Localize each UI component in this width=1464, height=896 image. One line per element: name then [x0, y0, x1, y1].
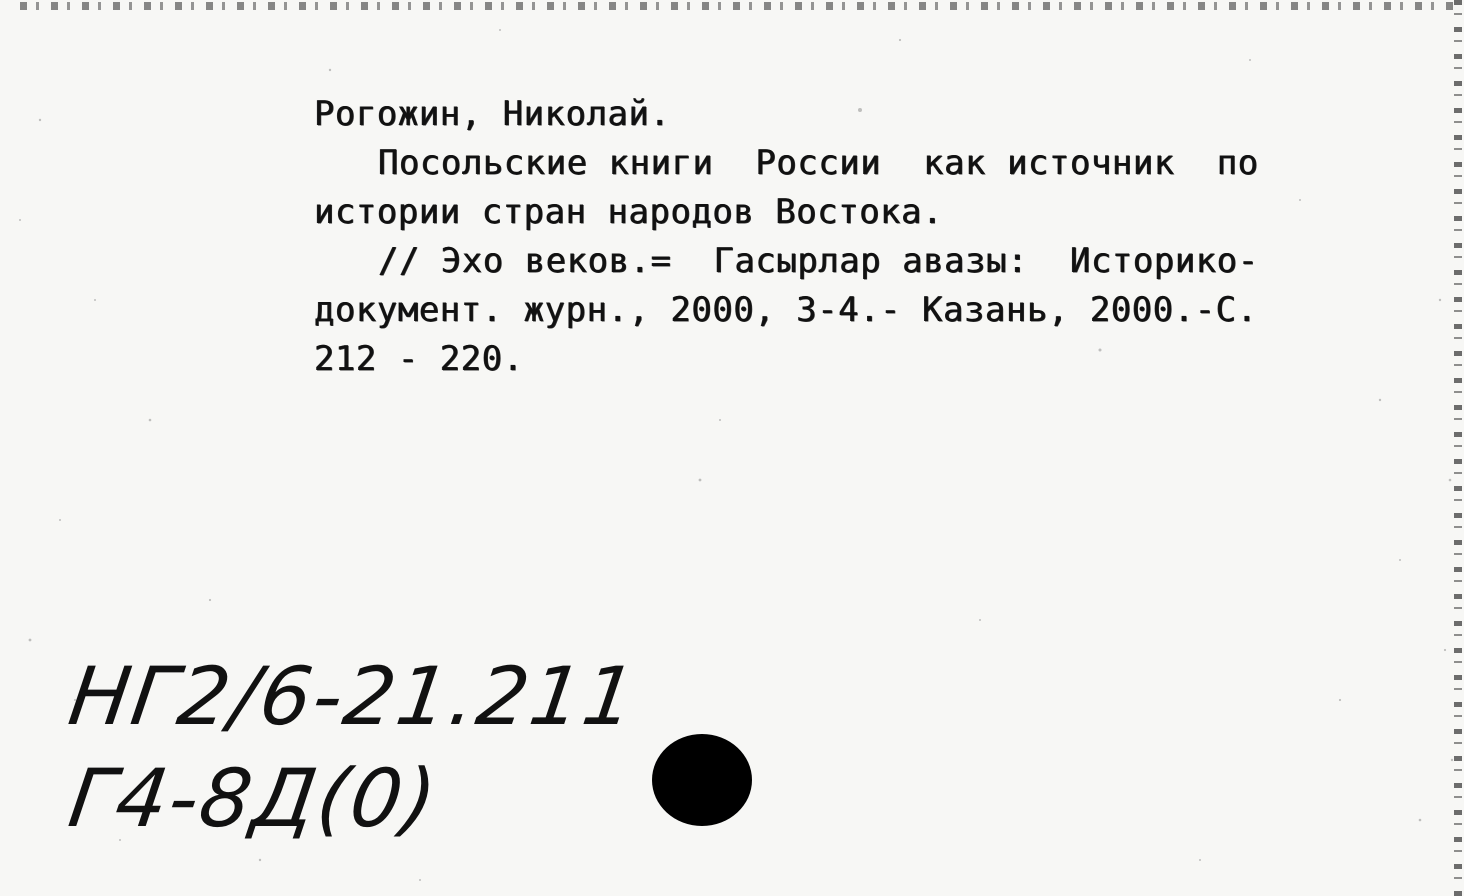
right-edge-shadow [1454, 0, 1462, 896]
source-line-1: // Эхо веков.= Гасырлар авазы: Историко- [378, 241, 1259, 281]
handwritten-call-number-1: НГ2/6-21.211 [63, 650, 643, 743]
source-line-3: 212 - 220. [314, 339, 524, 379]
title-line-2: истории стран народов Востока. [314, 192, 944, 232]
author-heading: Рогожин, Николай. [314, 94, 671, 134]
title-line-1: Посольские книги России как источник по [378, 143, 1259, 183]
top-edge-shadow [20, 2, 1460, 10]
source-line-2: документ. журн., 2000, 3-4.- Казань, 2000.-С. [314, 290, 1258, 330]
punch-hole [652, 734, 752, 826]
handwritten-call-number-2: Г4-8Д(0) [63, 752, 444, 845]
